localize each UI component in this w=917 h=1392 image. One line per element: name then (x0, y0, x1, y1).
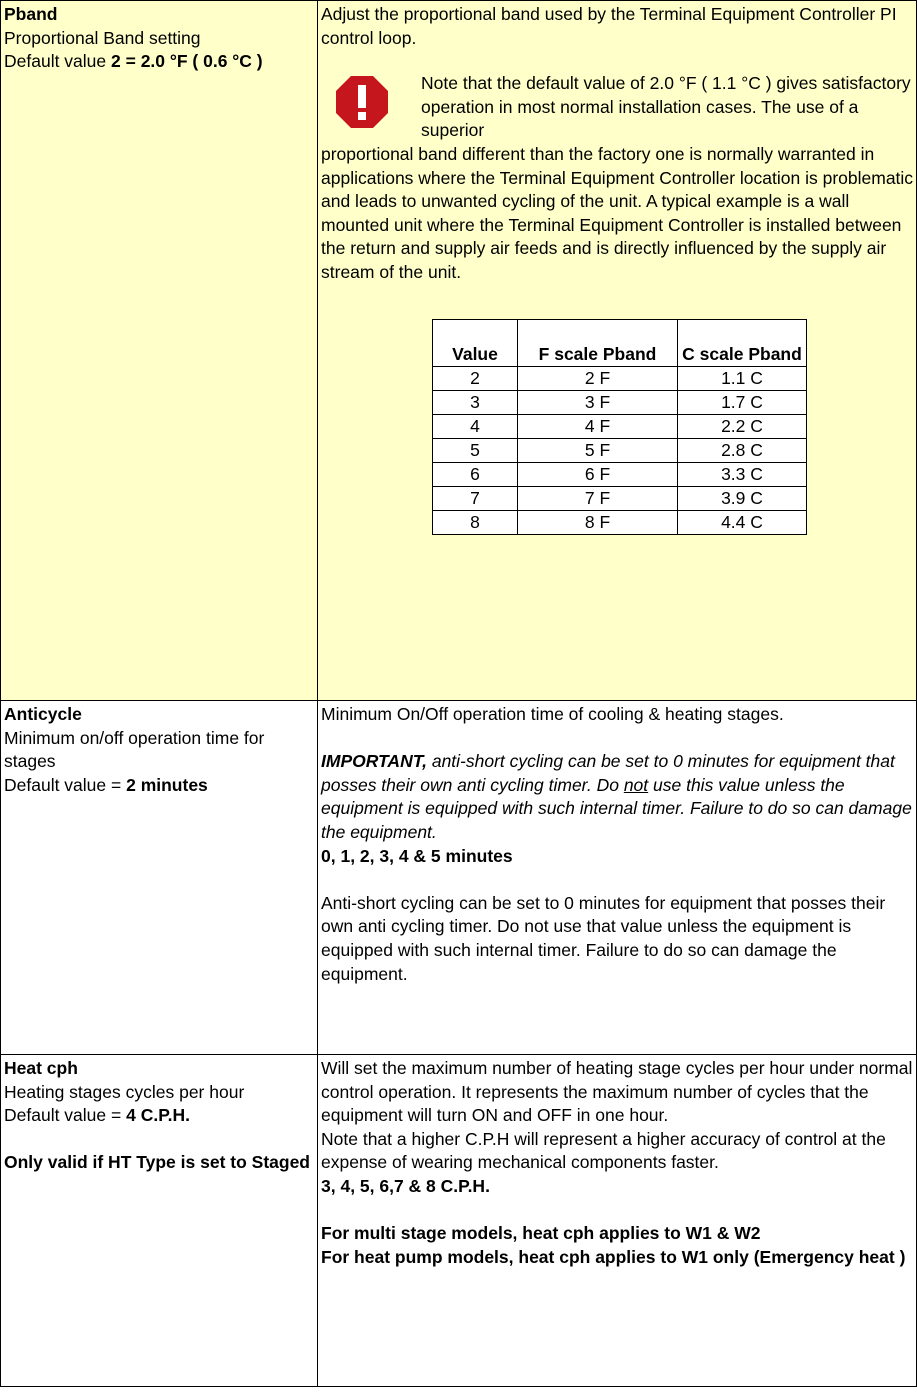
pband-subtitle: Proportional Band setting (4, 27, 201, 48)
table-row (433, 486, 807, 510)
pband-description: Adjust the proportional band used by the Terminal Equipment Controller PI control loop. (321, 4, 897, 48)
table-row (433, 366, 807, 390)
cell-f: 5 F (518, 438, 678, 462)
heat-cph-default-value: 4 C.P.H. (126, 1105, 190, 1126)
cell-f: 7 F (518, 486, 678, 510)
cell-c: 4.4 C (678, 510, 807, 534)
heat-cph-description-cell (318, 1055, 917, 1387)
cell-f: 3 F (518, 390, 678, 414)
cell-value: 2 (433, 366, 518, 390)
anticycle-row (1, 701, 917, 1055)
anticycle-label-cell (1, 701, 318, 1055)
pband-note (321, 72, 916, 284)
cell-value: 6 (433, 462, 518, 486)
heat-cph-label-cell (1, 1055, 318, 1387)
cell-value: 5 (433, 438, 518, 462)
pband-title: Pband (4, 4, 58, 24)
heat-cph-default: Default value = 4 C.P.H. (4, 1105, 190, 1126)
pband-row (1, 1, 917, 701)
table-row (433, 462, 807, 486)
cell-c: 2.8 C (678, 438, 807, 462)
table-row (433, 414, 807, 438)
heat-cph-heat-pump: For heat pump models, heat cph applies to W1 only (Emergency heat ) (321, 1246, 906, 1267)
heat-cph-description: Will set the maximum number of heating stage cycles per hour under normal control operation. It represents the maximum number of cycles that the equipment will turn ON and OFF in one hour. (321, 1058, 913, 1126)
heat-cph-options: 3, 4, 5, 6,7 & 8 C.P.H. (321, 1175, 490, 1196)
heat-cph-row (1, 1055, 917, 1387)
pband-note-first: Note that the default value of 2.0 °F ( 1.1 °C ) gives satisfactory operation in most normal installation cases. The use of a superior (421, 73, 911, 141)
important-not: not (623, 774, 649, 795)
cell-value: 7 (433, 486, 518, 510)
cell-c: 3.3 C (678, 462, 807, 486)
anticycle-description-cell (318, 701, 917, 1055)
header-c-scale: C scale Pband (678, 319, 807, 366)
table-row (433, 510, 807, 534)
anticycle-default-value: 2 minutes (126, 774, 208, 795)
anticycle-title: Anticycle (4, 704, 82, 724)
cell-f: 8 F (518, 510, 678, 534)
pband-table-header (433, 319, 807, 366)
cell-c: 1.7 C (678, 390, 807, 414)
heat-cph-multi-stage: For multi stage models, heat cph applies to W1 & W2 (321, 1223, 761, 1244)
exclamation-octagon-icon (336, 76, 388, 128)
heat-cph-accuracy-note: Note that a higher C.P.H will represent a higher accuracy of control at the expense of wearing mechanical components faster. (321, 1128, 886, 1173)
pband-label-cell (1, 1, 318, 701)
cell-f: 2 F (518, 366, 678, 390)
cell-f: 4 F (518, 414, 678, 438)
pband-default: Default value 2 = 2.0 °F ( 0.6 °C ) (4, 51, 263, 72)
anticycle-options: 0, 1, 2, 3, 4 & 5 minutes (321, 845, 513, 866)
cell-c: 2.2 C (678, 414, 807, 438)
anticycle-important: IMPORTANT, anti-short cycling can be set to 0 minutes for equipment that posses their own anti cycling timer. Do not use this value unless the equipment is equipped with such internal timer. Failure to do so can damage the equipment. (321, 751, 912, 842)
pband-default-value: 2 = 2.0 °F ( 0.6 °C ) (111, 51, 263, 72)
cell-f: 6 F (518, 462, 678, 486)
anticycle-subtitle: Minimum on/off operation time for stages (4, 727, 265, 772)
cell-value: 8 (433, 510, 518, 534)
heat-cph-title: Heat cph (4, 1058, 78, 1078)
cell-c: 1.1 C (678, 366, 807, 390)
table-row (433, 390, 807, 414)
table-row (433, 438, 807, 462)
header-f-scale: F scale Pband (518, 319, 678, 366)
pband-description-cell (318, 1, 917, 701)
pband-values-table (432, 319, 807, 535)
cell-c: 3.9 C (678, 486, 807, 510)
header-value: Value (433, 319, 518, 366)
cell-value: 3 (433, 390, 518, 414)
pband-note-rest: proportional band different than the factory one is normally warranted in applications where the Terminal Equipment Controller location is problematic and leads to unwanted cycling of the unit. A typical example is a wall mounted unit where the Terminal Equipment Controller is installed between the return and supply air feeds and is directly influenced by the supply air stream of the unit. (321, 143, 914, 282)
heat-cph-subtitle: Heating stages cycles per hour (4, 1081, 245, 1102)
important-label: IMPORTANT, (321, 751, 427, 772)
cell-value: 4 (433, 414, 518, 438)
heat-cph-validity: Only valid if HT Type is set to Staged (4, 1152, 310, 1173)
anticycle-default: Default value = 2 minutes (4, 774, 208, 795)
anticycle-note: Anti-short cycling can be set to 0 minutes for equipment that posses their own anti cycling timer. Do not use that value unless the equipment is equipped with such internal timer. Failure to do so can damage the equipment. (321, 892, 886, 984)
anticycle-description: Minimum On/Off operation time of cooling & heating stages. (321, 704, 784, 724)
